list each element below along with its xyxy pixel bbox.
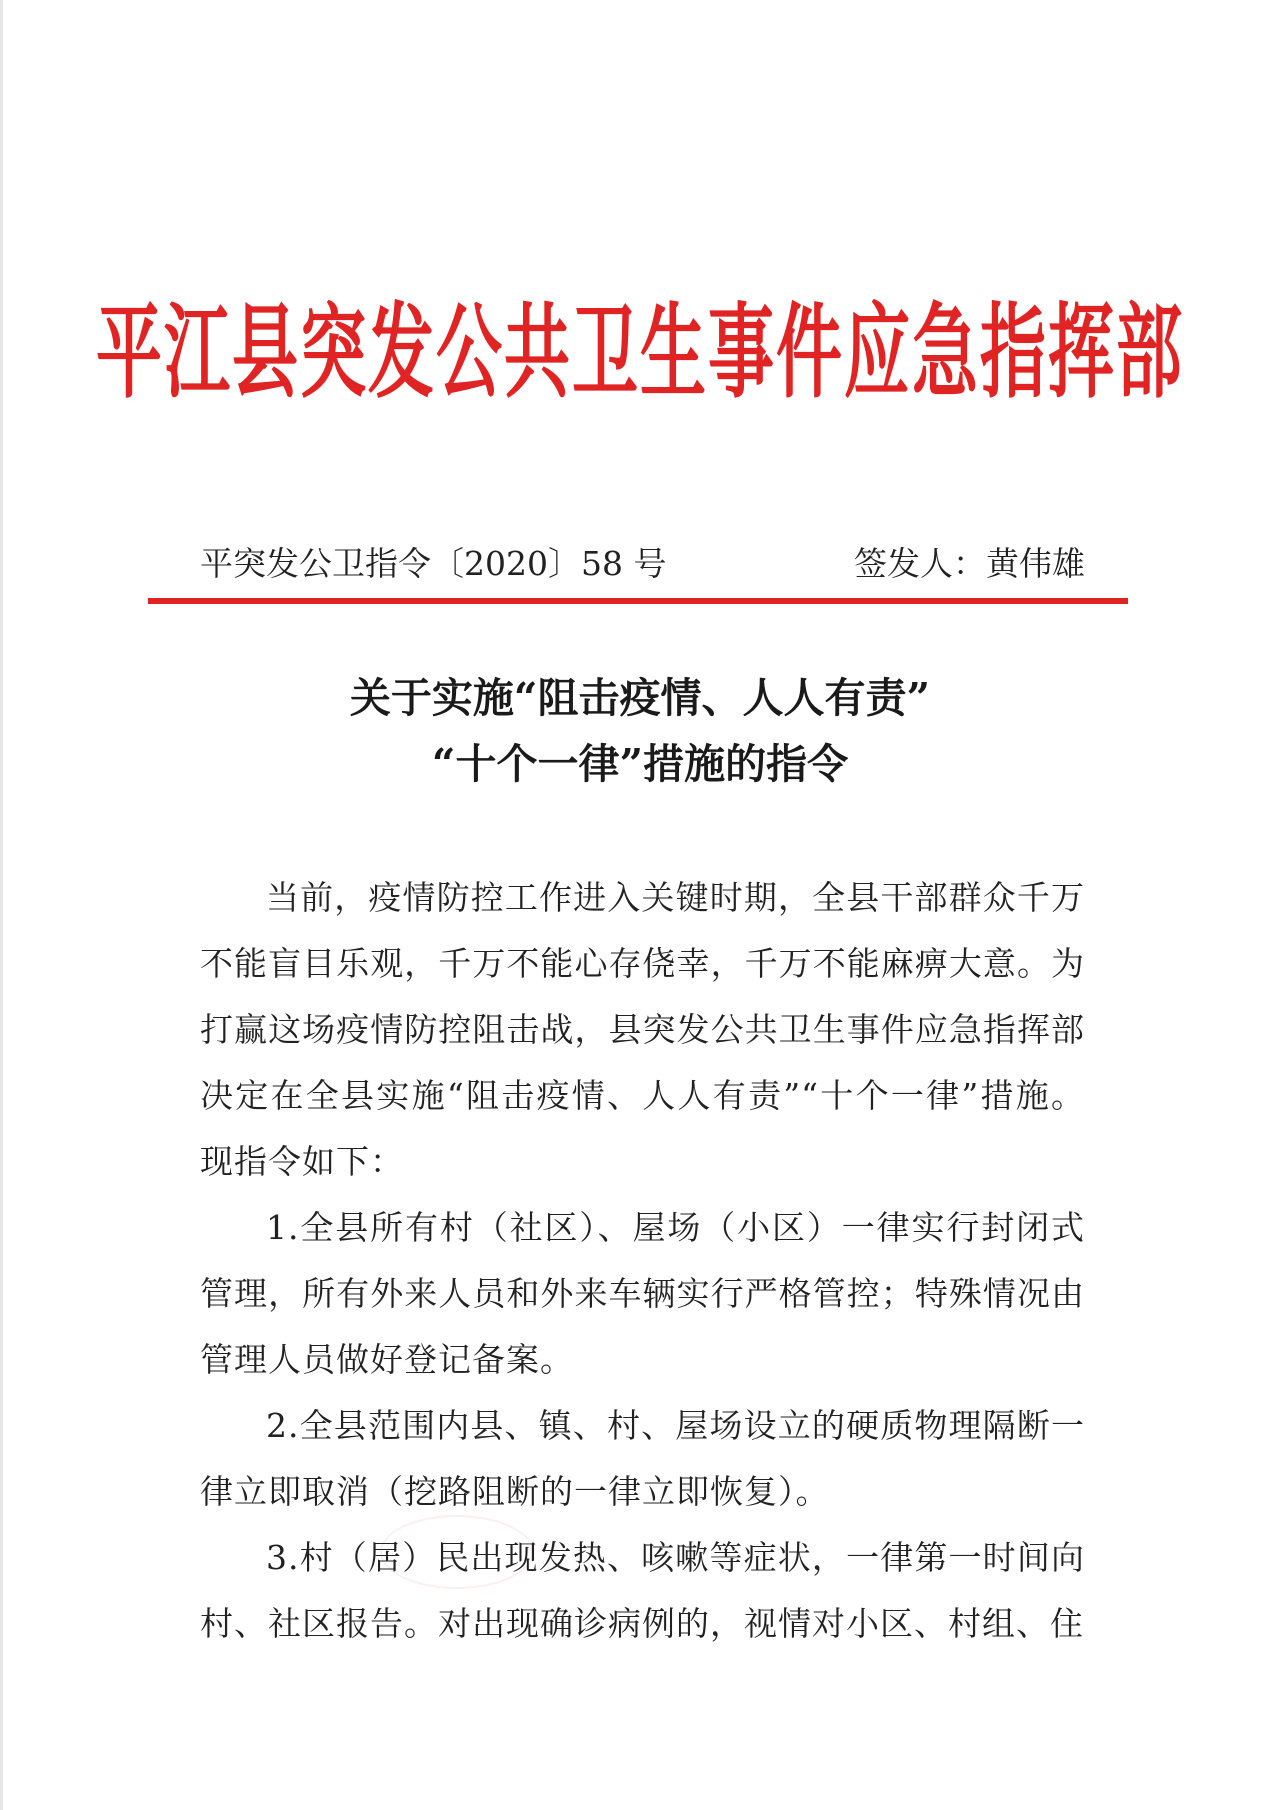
page-edge: [0, 0, 3, 1810]
red-separator-line: [148, 598, 1128, 604]
issuer: 签发人：黄伟雄: [854, 544, 1085, 583]
masthead: [96, 268, 1184, 418]
document-info-row: [200, 538, 1085, 586]
body-paragraph-item-1: 1.全县所有村（社区）、屋场（小区）一律实行封闭式管理，所有外来人员和外来车辆实行严格管控；特殊情况由管理人员做好登记备案。: [200, 1208, 1085, 1379]
body-paragraph-item-3: 3.村（居）民出现发热、咳嗽等症状，一律第一时间向村、社区报告。对出现确诊病例的，视情对小区、村组、住: [200, 1538, 1085, 1643]
title-line-1: 关于实施“阻击疫情、人人有责”: [349, 674, 931, 722]
title-line-2: “十个一律”措施的指令: [431, 740, 849, 788]
document-number: 平突发公卫指令〔2020〕58 号: [200, 544, 667, 583]
document-body: [200, 865, 1085, 1657]
masthead-title: 平江县突发公共卫生事件应急指挥部: [96, 292, 1184, 412]
body-paragraph-intro: 当前，疫情防控工作进入关键时期，全县干部群众千万不能盲目乐观，千万不能心存侥幸，千万不能麻痹大意。为打赢这场疫情防控阻击战，县突发公共卫生事件应急指挥部决定在全县实施“阻击疫情、人人有责”“十个一律”措施。现指令如下：: [200, 878, 1085, 1181]
body-paragraph-item-2: 2.全县范围内县、镇、村、屋场设立的硬质物理隔断一律立即取消（挖路阻断的一律立即恢复）。: [200, 1406, 1085, 1511]
document-title: [140, 665, 1140, 797]
